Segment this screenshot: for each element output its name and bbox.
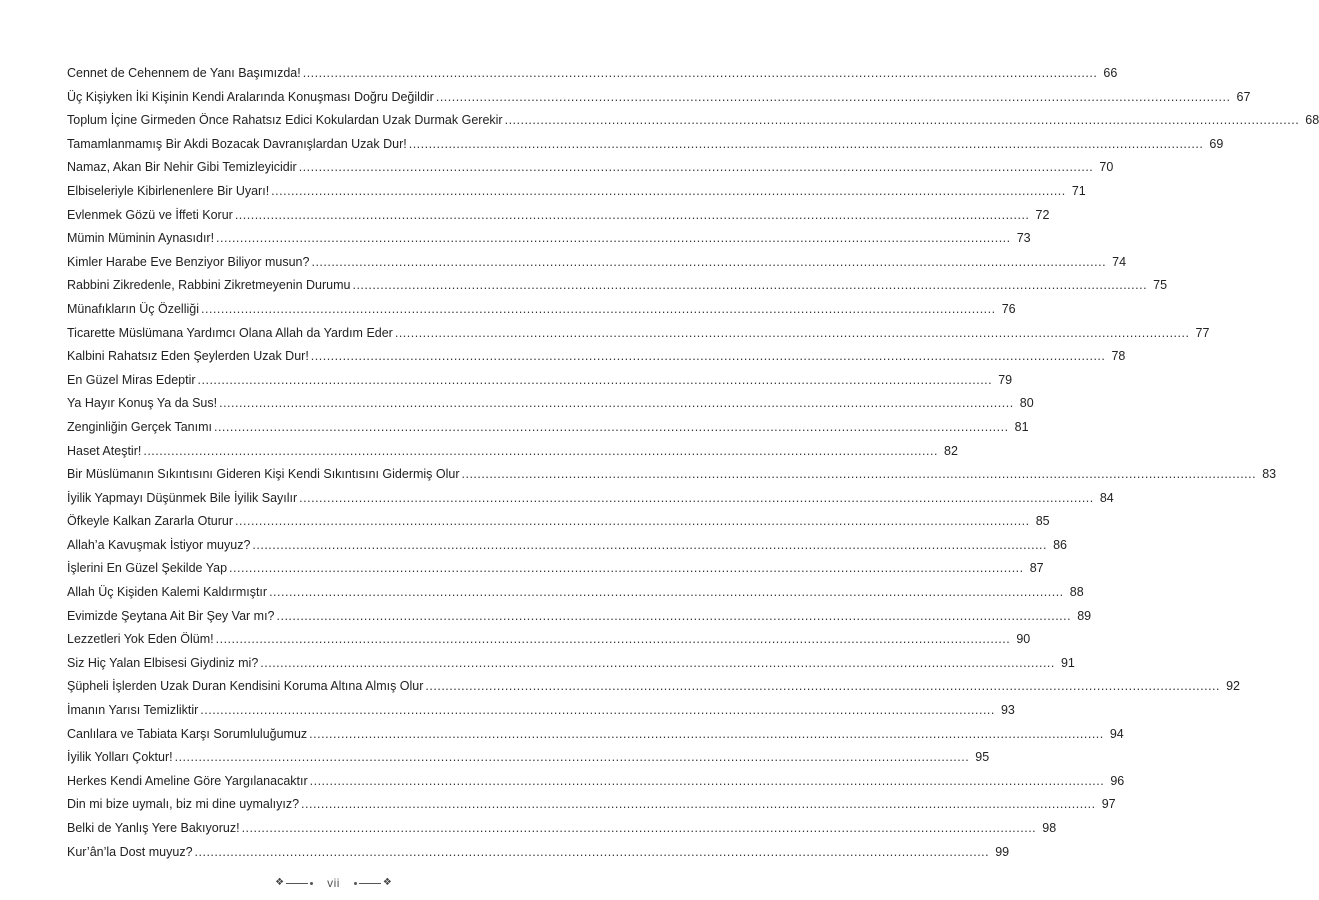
toc-entry-page: 99 [995, 844, 1010, 859]
toc-entry-title: Kur’ân’la Dost muyuz? [67, 844, 193, 859]
toc-entry-page: 83 [1262, 467, 1277, 482]
toc-entry-page: 82 [944, 443, 958, 458]
toc-entry[interactable] [67, 440, 958, 464]
toc-entry-page: 98 [1042, 821, 1057, 835]
toc-dot-leader [309, 723, 1104, 747]
toc-entry-page: 81 [1014, 419, 1029, 434]
ornament-dot-icon [354, 882, 357, 885]
toc-entry-page: 68 [1305, 113, 1319, 128]
toc-entry[interactable] [67, 652, 1075, 676]
toc-dot-leader [277, 605, 1072, 629]
toc-entry-title: Rabbini Zikredenle, Rabbini Zikretmeyenin Durumu [67, 278, 351, 293]
toc-entry-title: Canlılara ve Tabiata Karşı Sorumluluğumuz [67, 726, 308, 741]
toc-entry[interactable] [67, 180, 1086, 204]
footer-ornament-left [275, 878, 313, 888]
ornament-line [359, 883, 381, 884]
table-of-contents [67, 62, 1319, 864]
toc-entry-title: Ticarette Müslümana Yardımcı Olana Allah da Yardım Eder [67, 325, 393, 340]
footer-ornament-right [354, 878, 392, 888]
toc-dot-leader [301, 793, 1096, 817]
toc-entry-title: Belki de Yanlış Yere Bakıyoruz! [67, 821, 240, 835]
toc-entry[interactable] [67, 841, 1010, 865]
toc-entry-page: 80 [1019, 396, 1034, 411]
toc-entry-title: Zenginliğin Gerçek Tanımı [67, 419, 212, 434]
toc-entry-page: 88 [1069, 585, 1084, 600]
ornament-dot-icon [310, 882, 313, 885]
toc-dot-leader [299, 487, 1094, 511]
toc-entry-page: 67 [1236, 89, 1251, 104]
toc-dot-leader [201, 298, 996, 322]
toc-entry-page: 77 [1195, 325, 1210, 340]
toc-entry-title: Kimler Harabe Eve Benziyor Biliyor musun? [67, 254, 310, 269]
toc-entry-title: Üç Kişiyken İki Kişinin Kendi Aralarında Konuşması Doğru Değildir [67, 89, 434, 104]
toc-entry-title: Elbiseleriyle Kibirlenenlere Bir Uyarı! [67, 183, 270, 198]
toc-dot-leader [229, 557, 1024, 581]
toc-entry-title: Şüpheli İşlerden Uzak Duran Kendisini Koruma Altına Almış Olur [67, 679, 424, 694]
toc-dot-leader [311, 251, 1106, 275]
toc-entry-page: 91 [1060, 655, 1075, 670]
toc-dot-leader [436, 86, 1231, 110]
toc-dot-leader [195, 841, 990, 865]
toc-entry[interactable] [67, 675, 1241, 699]
toc-dot-leader [299, 156, 1094, 180]
toc-entry[interactable] [67, 628, 1031, 652]
toc-entry-title: Kalbini Rahatsız Eden Şeylerden Uzak Dur! [67, 349, 309, 364]
toc-dot-leader [198, 369, 993, 393]
toc-entry-title: İyilik Yolları Çoktur! [67, 750, 173, 765]
toc-entry-page: 78 [1111, 349, 1126, 364]
toc-entry[interactable] [67, 156, 1114, 180]
toc-entry-title: Cennet de Cehennem de Yanı Başımızda! [67, 66, 301, 80]
toc-entry-page: 70 [1099, 160, 1114, 175]
toc-entry[interactable] [67, 793, 1116, 817]
page-footer [0, 876, 667, 890]
toc-dot-leader [269, 581, 1064, 605]
toc-entry-page: 73 [1016, 231, 1031, 246]
toc-entry-title: Allah Üç Kişiden Kalemi Kaldırmıştır [67, 585, 268, 600]
toc-dot-leader [352, 274, 1147, 298]
toc-entry-page: 79 [998, 372, 1013, 387]
toc-entry[interactable] [67, 274, 1168, 298]
toc-entry[interactable] [67, 204, 1050, 228]
toc-entry[interactable] [67, 62, 1118, 86]
toc-entry-title: Herkes Kendi Ameline Göre Yargılanacaktır [67, 773, 308, 788]
toc-entry-page: 90 [1016, 632, 1031, 647]
toc-entry[interactable] [67, 392, 1034, 416]
toc-dot-leader [260, 652, 1055, 676]
toc-entry[interactable] [67, 487, 1114, 511]
toc-entry[interactable] [67, 345, 1126, 369]
toc-entry-title: Bir Müslümanın Sıkıntısını Gideren Kişi Kendi Sıkıntısını Gidermiş Olur [67, 467, 460, 482]
toc-entry-title: Allah’a Kavuşmak İstiyor muyuz? [67, 537, 251, 552]
toc-entry[interactable] [67, 534, 1067, 558]
diamond-ornament-icon: ❖ [275, 877, 285, 888]
toc-entry-title: İmanın Yarısı Temizliktir [67, 703, 199, 718]
toc-entry-page: 85 [1035, 514, 1050, 529]
toc-entry-title: Evlenmek Gözü ve İffeti Korur [67, 207, 233, 222]
toc-entry[interactable] [67, 817, 1057, 841]
toc-dot-leader [409, 133, 1204, 157]
toc-entry-title: Öfkeyle Kalkan Zararla Oturur [67, 514, 234, 529]
toc-entry-title: Tamamlanmamış Bir Akdi Bozacak Davranışlardan Uzak Dur! [67, 136, 407, 151]
toc-entry-title: Toplum İçine Girmeden Önce Rahatsız Edici Kokulardan Uzak Durmak Gerekir [67, 113, 503, 128]
toc-dot-leader [462, 463, 1257, 487]
toc-entry[interactable] [67, 227, 1031, 251]
toc-dot-leader [252, 534, 1047, 558]
toc-dot-leader [216, 628, 1011, 652]
toc-dot-leader [235, 510, 1030, 534]
toc-entry[interactable] [67, 86, 1251, 110]
page-number: vii [327, 876, 340, 890]
toc-entry[interactable] [67, 322, 1210, 346]
toc-entry-title: Haset Ateştir! [67, 443, 142, 458]
toc-entry[interactable] [67, 746, 990, 770]
toc-entry-title: Namaz, Akan Bir Nehir Gibi Temizleyicidir [67, 160, 297, 175]
toc-entry-title: Evimizde Şeytana Ait Bir Şey Var mı? [67, 608, 275, 623]
toc-entry-title: Siz Hiç Yalan Elbisesi Giydiniz mi? [67, 655, 259, 670]
toc-entry-title: En Güzel Miras Edeptir [67, 372, 196, 387]
toc-dot-leader [425, 675, 1220, 699]
toc-dot-leader [303, 62, 1098, 86]
toc-dot-leader [175, 746, 970, 770]
toc-entry-page: 66 [1103, 66, 1118, 80]
toc-entry-page: 74 [1112, 254, 1127, 269]
toc-entry[interactable] [67, 557, 1044, 581]
diamond-ornament-icon: ❖ [382, 877, 392, 888]
toc-entry[interactable] [67, 298, 1016, 322]
toc-dot-leader [235, 204, 1030, 228]
toc-entry[interactable] [67, 699, 1015, 723]
toc-dot-leader [200, 699, 995, 723]
toc-dot-leader [271, 180, 1066, 204]
toc-entry-title: Ya Hayır Konuş Ya da Sus! [67, 396, 218, 411]
toc-dot-leader [395, 322, 1190, 346]
toc-entry-page: 93 [1000, 703, 1015, 718]
toc-entry[interactable] [67, 463, 1277, 487]
toc-entry-page: 97 [1101, 797, 1116, 812]
toc-entry[interactable] [67, 723, 1124, 747]
toc-entry-title: İşlerini En Güzel Şekilde Yap [67, 561, 228, 576]
toc-entry[interactable] [67, 416, 1029, 440]
toc-entry[interactable] [67, 369, 1013, 393]
toc-entry[interactable] [67, 133, 1224, 157]
toc-entry[interactable] [67, 251, 1127, 275]
toc-entry-title: İyilik Yapmayı Düşünmek Bile İyilik Sayılır [67, 490, 298, 505]
toc-entry-page: 86 [1053, 537, 1067, 552]
toc-entry-page: 76 [1001, 301, 1016, 316]
toc-dot-leader [216, 227, 1011, 251]
toc-entry-page: 96 [1110, 773, 1125, 788]
ornament-line [286, 883, 308, 884]
toc-entry-page: 92 [1226, 679, 1241, 694]
toc-dot-leader [143, 440, 938, 464]
toc-entry-page: 71 [1071, 183, 1086, 198]
toc-entry[interactable] [67, 581, 1084, 605]
toc-entry-page: 84 [1099, 490, 1114, 505]
toc-entry-page: 87 [1029, 561, 1044, 576]
toc-entry[interactable] [67, 510, 1050, 534]
toc-entry-page: 75 [1153, 278, 1168, 293]
toc-entry-page: 89 [1077, 608, 1092, 623]
toc-entry-title: Münafıkların Üç Özelliği [67, 301, 199, 316]
toc-dot-leader [311, 345, 1106, 369]
toc-dot-leader [219, 392, 1014, 416]
toc-entry-page: 69 [1209, 136, 1224, 151]
toc-dot-leader [505, 109, 1300, 133]
toc-dot-leader [214, 416, 1009, 440]
toc-entry-title: Lezzetleri Yok Eden Ölüm! [67, 632, 214, 647]
toc-entry[interactable] [67, 109, 1319, 133]
toc-entry[interactable] [67, 770, 1125, 794]
toc-entry-title: Mümin Müminin Aynasıdır! [67, 231, 215, 246]
toc-entry-page: 72 [1035, 207, 1050, 222]
toc-entry[interactable] [67, 605, 1092, 629]
toc-entry-page: 95 [975, 750, 990, 765]
toc-entry-title: Din mi bize uymalı, biz mi dine uymalıyız? [67, 797, 300, 812]
toc-entry-page: 94 [1109, 726, 1124, 741]
toc-dot-leader [310, 770, 1105, 794]
toc-dot-leader [242, 817, 1037, 841]
